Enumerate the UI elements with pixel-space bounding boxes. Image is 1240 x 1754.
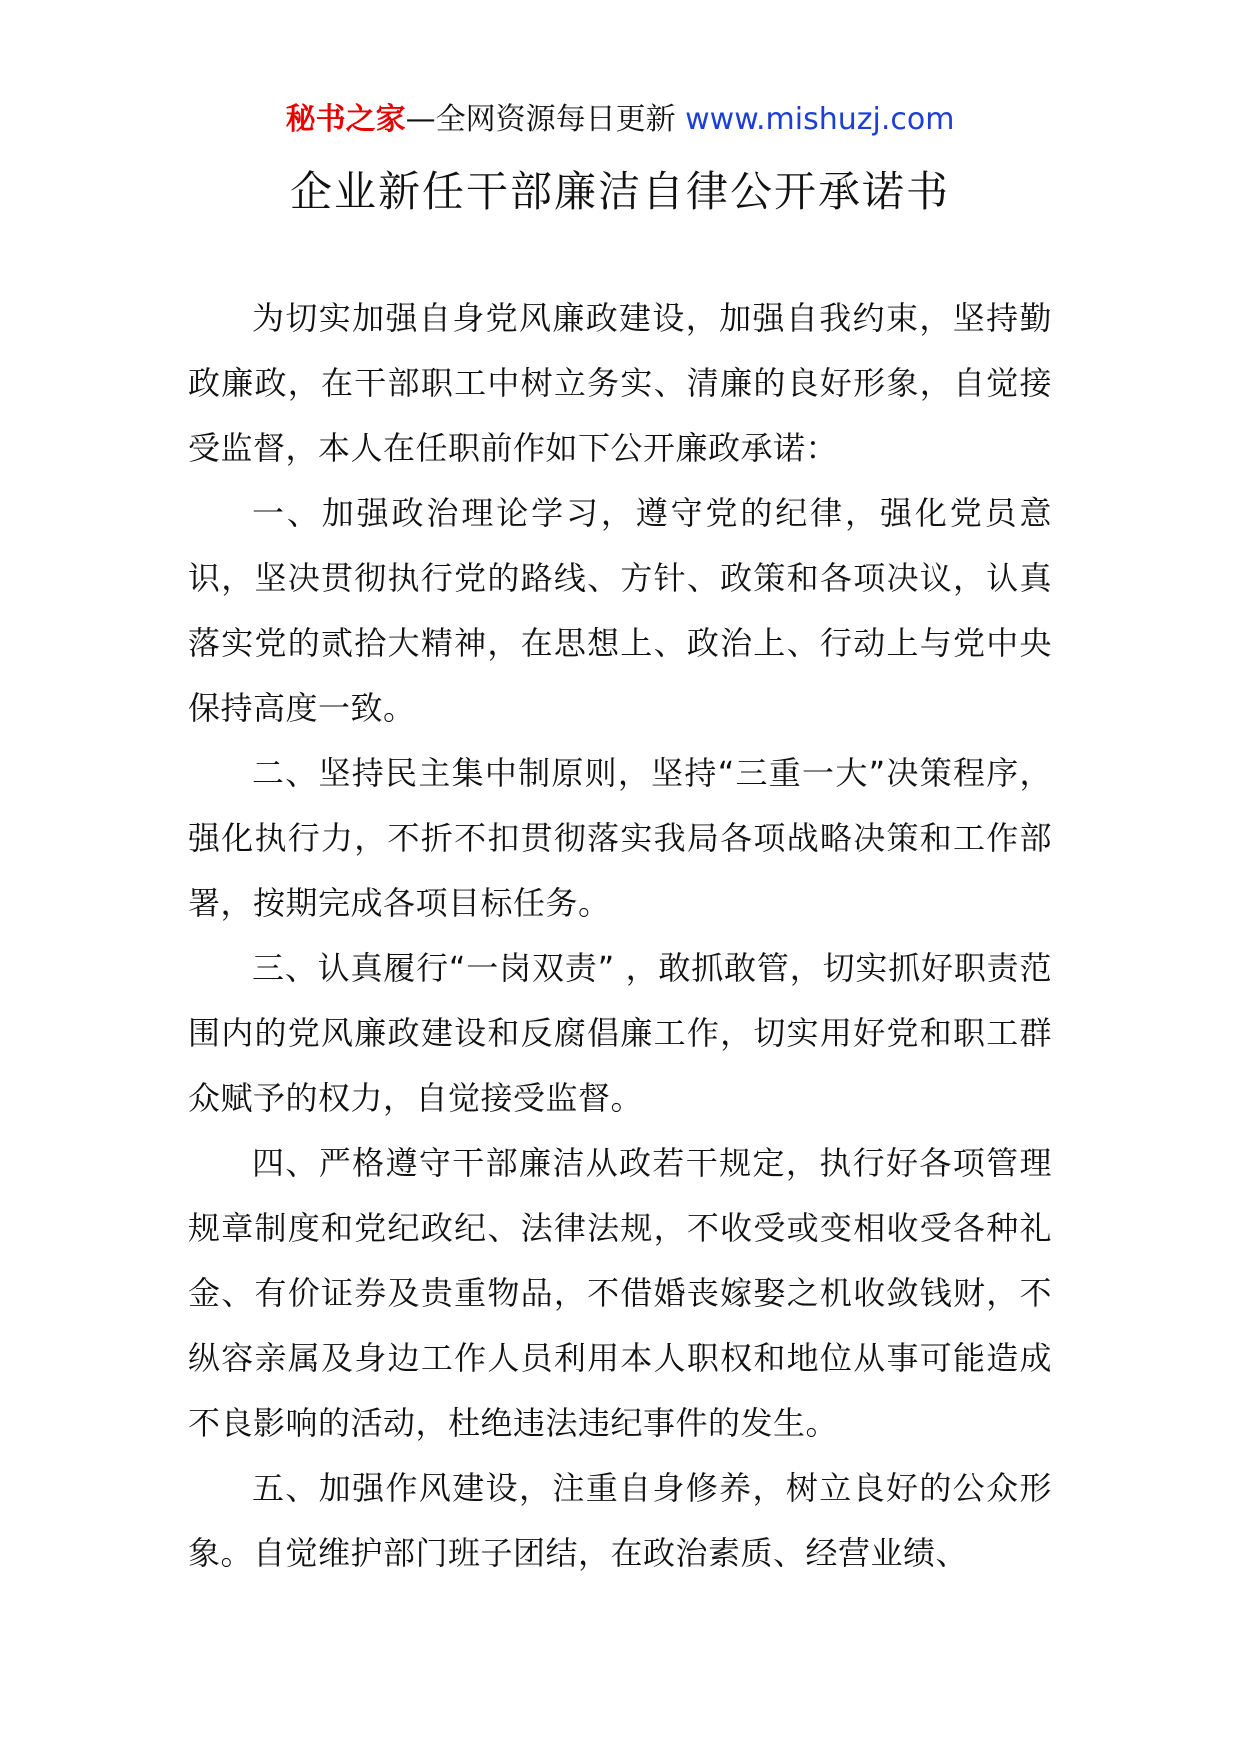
paragraph-item-5: 五、加强作风建设，注重自身修养，树立良好的公众形象。自觉维护部门班子团结，在政治素质、经营业绩、: [188, 1469, 1052, 1572]
paragraph-item-3: 三、认真履行“一岗双责” ，敢抓敢管，切实抓好职责范围内的党风廉政建设和反腐倡廉工作，切实用好党和职工群众赋予的权力，自觉接受监督。: [188, 949, 1052, 1117]
document-body: [188, 286, 1052, 1586]
site-tagline: —全网资源每日更新: [405, 102, 686, 137]
paragraph-item-4: 四、严格遵守干部廉洁从政若干规定，执行好各项管理规章制度和党纪政纪、法律法规，不收受或变相收受各种礼金、有价证券及贵重物品，不借婚丧嫁娶之机收敛钱财，不纵容亲属及身边工作人员利用本人职权和地位从事可能造成不良影响的活动，杜绝违法违纪事件的发生。: [188, 1144, 1052, 1442]
paragraph-item-2: 二、坚持民主集中制原则，坚持“三重一大”决策程序，强化执行力，不折不扣贯彻落实我局各项战略决策和工作部署，按期完成各项目标任务。: [188, 754, 1052, 922]
document-title: 企业新任干部廉洁自律公开承诺书: [289, 167, 950, 216]
site-url-link[interactable]: www.mishuzj.com: [685, 102, 955, 137]
paragraph-item-1: 一、加强政治理论学习，遵守党的纪律，强化党员意识，坚决贯彻执行党的路线、方针、政策和各项决议，认真落实党的贰拾大精神，在思想上、政治上、行动上与党中央保持高度一致。: [188, 494, 1052, 727]
site-brand: 秘书之家: [285, 102, 406, 137]
site-header: [0, 100, 1240, 140]
paragraph-intro: 为切实加强自身党风廉政建设，加强自我约束，坚持勤政廉政，在干部职工中树立务实、清廉的良好形象，自觉接受监督，本人在任职前作如下公开廉政承诺：: [188, 299, 1052, 467]
